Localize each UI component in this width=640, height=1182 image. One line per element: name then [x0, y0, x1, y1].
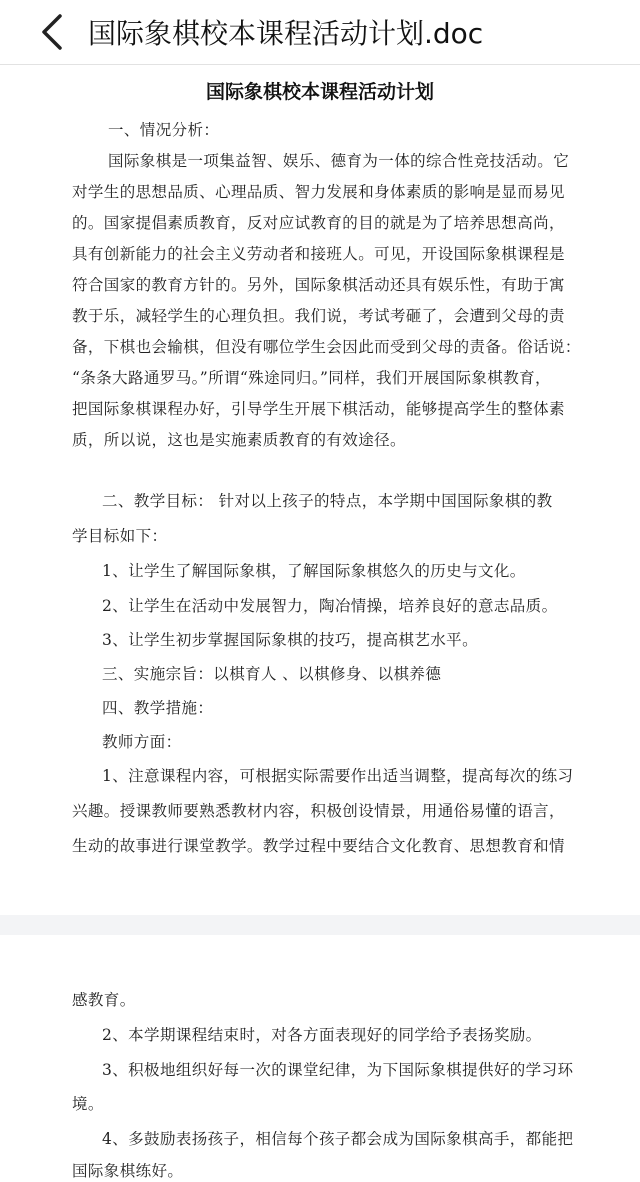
text-line: 符合国家的教育方针的。另外，国际象棋活动还具有娱乐性，有助于寓 — [72, 276, 565, 294]
text-line: 2、本学期课程结束时，对各方面表现好的同学给予表扬奖励。 — [102, 1026, 542, 1044]
text-line: 1、让学生了解国际象棋，了解国际象棋悠久的历史与文化。 — [102, 562, 526, 580]
text-line: “条条大路通罗马。”所谓“殊途同归。”同样，我们开展国际象棋教育， — [72, 369, 551, 387]
text-line: 国际象棋是一项集益智、娱乐、德育为一体的综合性竞技活动。它 — [108, 152, 570, 170]
text-line: 教师方面： — [102, 733, 182, 751]
document-page-2 — [0, 935, 640, 1182]
header-bar — [0, 0, 640, 65]
document-title: 国际象棋校本课程活动计划 — [205, 81, 434, 103]
text-line: 二、教学目标： 针对以上孩子的特点，本学期中国国际象棋的教 — [102, 492, 553, 510]
text-line: 备，下棋也会输棋，但没有哪位学生会因此而受到父母的责备。俗话说： — [72, 338, 581, 356]
text-line: 三、实施宗旨：以棋育人 、以棋修身、以棋养德 — [102, 665, 442, 683]
text-line: 教于乐，减轻学生的心理负担。我们说，考试考砸了，会遭到父母的责 — [72, 307, 565, 325]
text-line: 2、让学生在活动中发展智力，陶冶情操，培养良好的意志品质。 — [102, 597, 558, 615]
back-button[interactable] — [24, 4, 80, 60]
text-line: 3、积极地组织好每一次的课堂纪律，为下国际象棋提供好的学习环 — [102, 1061, 574, 1079]
text-line: 3、让学生初步掌握国际象棋的技巧，提高棋艺水平。 — [102, 631, 478, 649]
text-line: 的。国家提倡素质教育，反对应试教育的目的就是为了培养思想高尚， — [72, 214, 565, 232]
text-line: 学目标如下： — [72, 527, 168, 545]
text-line: 把国际象棋课程办好，引导学生开展下棋活动，能够提高学生的整体素 — [72, 400, 565, 418]
text-line: 感教育。 — [72, 991, 136, 1009]
text-line: 对学生的思想品质、心理品质、智力发展和身体素质的影响是显而易见 — [72, 183, 565, 201]
text-line: 国际象棋练好。 — [72, 1162, 184, 1180]
chevron-left-icon — [38, 12, 66, 52]
text-line: 境。 — [72, 1095, 104, 1113]
text-line: 四、教学措施： — [102, 699, 214, 717]
text-line: 质，所以说，这也是实施素质教育的有效途径。 — [72, 431, 406, 449]
document-file-name: 国际象棋校本课程活动计划.doc — [88, 17, 484, 50]
text-line: 4、多鼓励表扬孩子，相信每个孩子都会成为国际象棋高手，都能把 — [102, 1130, 574, 1148]
text-line: 兴趣。授课教师要熟悉教材内容，积极创设情景，用通俗易懂的语言， — [72, 802, 565, 820]
document-page-1 — [0, 65, 640, 915]
text-line: 具有创新能力的社会主义劳动者和接班人。可见，开设国际象棋课程是 — [72, 245, 565, 263]
text-line: 一、情况分析： — [108, 121, 220, 139]
text-line: 1、注意课程内容，可根据实际需要作出适当调整，提高每次的练习 — [102, 767, 574, 785]
text-line: 生动的故事进行课堂教学。教学过程中要结合文化教育、思想教育和情 — [72, 837, 565, 855]
